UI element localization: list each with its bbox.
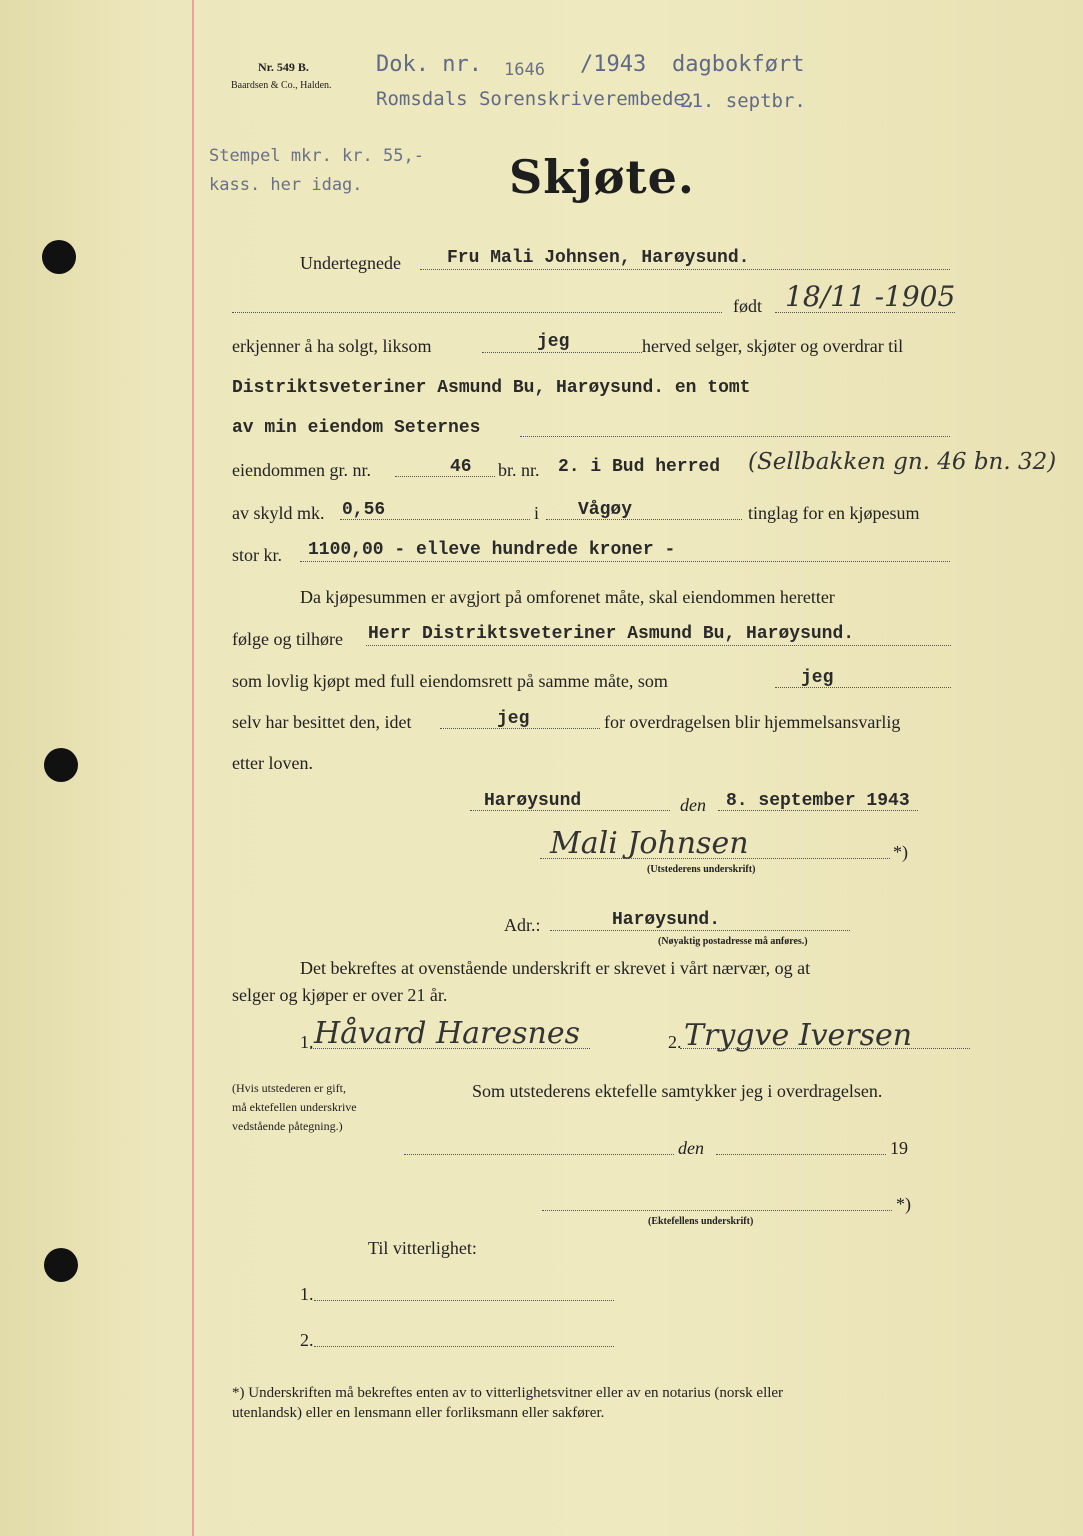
form-number: Nr. 549 B. (258, 60, 309, 74)
stempel-line-2: kass. her idag. (209, 175, 363, 195)
address-caption: (Nøyaktig postadresse må anføres.) (658, 936, 808, 947)
tinglag-value: Vågøy (578, 500, 633, 520)
address: Harøysund. (612, 910, 721, 930)
dotted-line (300, 561, 950, 562)
witness-para-2: selger og kjøper er over 21 år. (232, 985, 448, 1005)
printer-name: Baardsen & Co., Halden. (231, 80, 332, 91)
witness-1-number: 1. (300, 1032, 314, 1052)
stamp-dagbok: dagbokført (672, 52, 805, 77)
stamp-office: Romsdals Sorenskriverembede, (376, 88, 697, 110)
etter-loven-text: etter loven. (232, 753, 313, 773)
buyer-line-2: av min eiendom Seternes (232, 418, 481, 438)
witness-2-signature: Trygve Iversen (684, 1018, 913, 1053)
seller-caption: (Utstederens underskrift) (647, 864, 756, 875)
dotted-line (404, 1154, 674, 1155)
stamp-doc-number: 1646 (504, 60, 545, 80)
document-title: Skjøte. (509, 150, 695, 204)
footnote-line-2: utenlandsk) eller en lensmann eller forliksmann eller sakfører. (232, 1405, 605, 1421)
dotted-line (420, 269, 950, 270)
dotted-line (395, 476, 495, 477)
herved-text: herved selger, skjøter og overdrar til (642, 336, 904, 356)
stamp-date: 21. septbr. (680, 90, 806, 112)
spouse-den: den (678, 1138, 704, 1158)
pronoun-3: jeg (497, 709, 530, 729)
punch-hole (44, 748, 78, 782)
i-label: i (534, 503, 540, 523)
para2-line-1: Da kjøpesummen er avgjort på omforenet måte, skal eiendommen heretter (300, 587, 835, 607)
gr-nr: 46 (450, 457, 472, 477)
dotted-line (550, 930, 850, 931)
den-label: den (680, 795, 706, 815)
place: Harøysund (484, 791, 582, 811)
date: 8. september 1943 (726, 791, 910, 811)
new-owner: Herr Distriktsveteriner Asmund Bu, Harøysund. (368, 624, 855, 644)
eiendommen-label: eiendommen gr. nr. (232, 460, 371, 480)
br-nr-label: br. nr. (498, 460, 540, 480)
star-note: *) (893, 842, 908, 862)
signature-line (542, 1210, 892, 1211)
margin-line (192, 0, 194, 1536)
spouse-star: *) (896, 1194, 911, 1214)
spouse-year: 19 (890, 1138, 908, 1158)
folge-label: følge og tilhøre (232, 629, 343, 649)
spouse-caption: (Ektefellens underskrift) (648, 1216, 754, 1227)
pronoun: jeg (537, 332, 570, 352)
dotted-line (520, 436, 950, 437)
som-lovlig-text: som lovlig kjøpt med full eiendomsrett på samme måte, som (232, 671, 668, 691)
price: 1100,00 - elleve hundrede kroner - (308, 540, 676, 560)
footnote-line-1: *) Underskriften må bekreftes enten av to vitterlighetsvitner eller av en notarius (norsk eller (232, 1385, 784, 1401)
spouse-note-line-2: må ektefellen underskrive (232, 1100, 357, 1114)
seller-name: Fru Mali Johnsen, Harøysund. (447, 248, 750, 268)
vitterlighet-1: 1. (300, 1284, 314, 1304)
dotted-line (314, 1300, 614, 1301)
pronoun-2: jeg (801, 668, 834, 688)
for-overdragelsen-text: for overdragelsen blir hjemmelsansvarlig (604, 712, 901, 732)
witness-2-number: 2. (668, 1032, 682, 1052)
stor-kr-label: stor kr. (232, 545, 283, 565)
spouse-consent: Som utstederens ektefelle samtykker jeg i overdragelsen. (472, 1081, 883, 1101)
birth-date: 18/11 -1905 (785, 280, 956, 313)
adr-label: Adr.: (504, 915, 541, 935)
erkjenner-text: erkjenner å ha solgt, liksom (232, 336, 432, 356)
dotted-line (314, 1346, 614, 1347)
stamp-doc-year: /1943 (580, 52, 647, 77)
punch-hole (44, 1248, 78, 1282)
fodt-label: født (733, 296, 762, 316)
witness-para-1: Det bekreftes at ovenstående underskrift er skrevet i vårt nærvær, og at (300, 958, 811, 978)
undertegnede-label: Undertegnede (300, 253, 401, 273)
stamp-doc-label: Dok. nr. (376, 52, 482, 77)
skyld-value: 0,56 (342, 500, 386, 520)
punch-hole (42, 240, 76, 274)
signature-line (680, 1048, 970, 1049)
dotted-line (716, 1154, 886, 1155)
buyer-line-1: Distriktsveteriner Asmund Bu, Harøysund. en tomt (232, 378, 751, 398)
vitterlighet-label: Til vitterlighet: (368, 1238, 477, 1258)
stempel-line-1: Stempel mkr. kr. 55,- (209, 146, 424, 166)
spouse-note-line-3: vedstående påtegning.) (232, 1119, 343, 1133)
dotted-line (482, 352, 642, 353)
skyld-label: av skyld mk. (232, 503, 325, 523)
signature-line (310, 1048, 590, 1049)
witness-1-signature: Håvard Haresnes (314, 1016, 580, 1051)
dotted-line (546, 519, 742, 520)
tinglag-label: tinglag for en kjøpesum (748, 503, 920, 523)
selv-har-text: selv har besittet den, idet (232, 712, 412, 732)
dotted-line (232, 312, 722, 313)
seller-signature: Mali Johnsen (550, 826, 749, 861)
dotted-line (366, 645, 951, 646)
br-nr-note: (Sellbakken gn. 46 bn. 32) (748, 449, 1057, 475)
signature-line (540, 858, 890, 859)
spouse-note-line-1: (Hvis utstederen er gift, (232, 1081, 346, 1095)
br-nr-value: 2. i Bud herred (558, 457, 721, 477)
vitterlighet-2: 2. (300, 1330, 314, 1350)
